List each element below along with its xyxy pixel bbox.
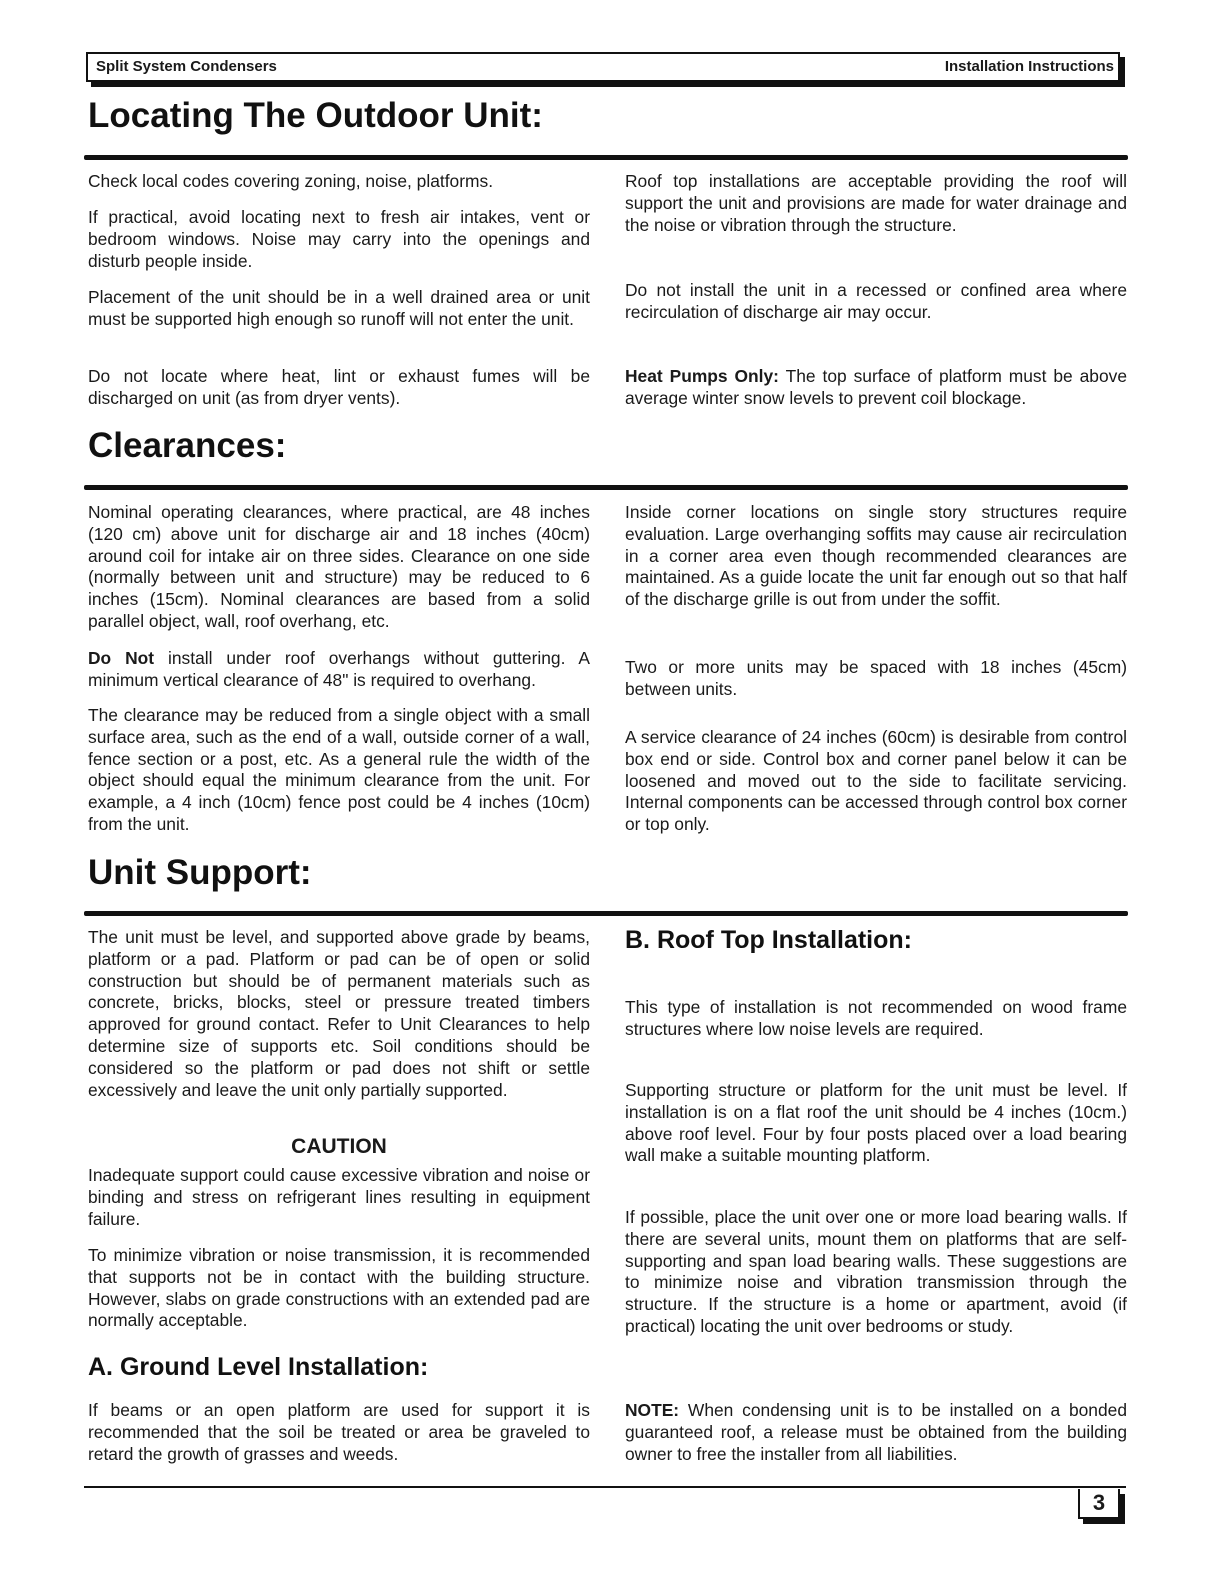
paragraph: Placement of the unit should be in a well drained area or unit must be supported high enough so runoff will not enter the unit. [88,287,590,329]
page-number: 3 [1078,1489,1120,1519]
section-title-clearances: Clearances: [88,426,287,465]
do-not-text: install under roof overhangs without guttering. A minimum vertical clearance of 48" is required to overhang. [88,648,590,690]
caution-heading: CAUTION [291,1135,387,1158]
paragraph: Check local codes covering zoning, noise, platforms. [88,171,494,191]
paragraph: Do not locate where heat, lint or exhaust fumes will be discharged on unit (as from dryer vents). [88,366,590,408]
paragraph: Two or more units may be spaced with 18 inches (45cm) between units. [625,657,1127,699]
heat-pumps-text: The top surface of platform must be above average winter snow levels to prevent coil blockage. [625,366,1127,408]
paragraph: Roof top installations are acceptable providing the roof will support the unit and provisions are made for water drainage and the noise or vibration through the structure. [625,171,1127,235]
do-not-label: Do Not [88,648,155,668]
paragraph: This type of installation is not recommended on wood frame structures where low noise levels are required. [625,997,1127,1039]
note-text: When condensing unit is to be installed on a bonded guaranteed roof, a release must be obtained from the building owner to free the installer from all liabilities. [625,1400,1127,1464]
section-title-locating: Locating The Outdoor Unit: [88,96,543,135]
paragraph: A service clearance of 24 inches (60cm) is desirable from control box end or side. Control box and corner panel below it can be loosened and moved out to the side to facilitate servicing. Internal components can be accessed through control box corner or top only. [625,727,1127,835]
header-title: Split System Condensers [96,58,277,75]
paragraph-do-not [88,648,590,692]
paragraph: Nominal operating clearances, where practical, are 48 inches (120 cm) above unit for discharge air and 18 inches (40cm) around coil for intake air on three sides. Clearance on one side (normally between unit and structure) may be reduced to 6 inches (15cm). Nominal clearances are based from a solid parallel object, wall, roof overhang, etc. [88,502,590,631]
paragraph: If practical, avoid locating next to fresh air intakes, vent or bedroom windows. Noise may carry into the openings and disturb people inside. [88,207,590,271]
section-title-unit-support: Unit Support: [88,853,312,892]
paragraph: The clearance may be reduced from a single object with a small surface area, such as the end of a wall, outside corner of a wall, fence section or a post, etc. As a general rule the width of the object should equal the minimum clearance from the unit. For example, a 4 inch (10cm) fence post could be 4 inches (10cm) from the unit. [88,705,590,834]
footer-divider [84,1486,1126,1488]
paragraph-note [625,1400,1127,1465]
paragraph: Supporting structure or platform for the unit must be level. If installation is on a flat roof the unit should be 4 inches (10cm.) above roof level. Four by four posts placed over a load bearing wall make a suitable mounting platform. [625,1080,1127,1166]
heat-pumps-label: Heat Pumps Only: [625,366,779,386]
note-label: NOTE: [625,1400,680,1420]
paragraph: If possible, place the unit over one or more load bearing walls. If there are several units, mount them on platforms that are self-supporting and span load bearing walls. These suggestions are to minimize noise and vibration transmission through the structure. If the structure is a home or apartment, avoid (if practical) locating the unit over bedrooms or study. [625,1207,1127,1336]
header-subtitle: Installation Instructions [944,58,1114,75]
caution-text: Inadequate support could cause excessive vibration and noise or binding and stress on refrigerant lines resulting in equipment failure. [88,1165,590,1229]
running-header [86,52,1120,82]
section-divider [84,155,1128,160]
paragraph: Do not install the unit in a recessed or confined area where recirculation of discharge air may occur. [625,280,1127,322]
paragraph: To minimize vibration or noise transmission, it is recommended that supports not be in contact with the building structure. However, slabs on grade constructions with an extended pad are normally acceptable. [88,1245,590,1331]
paragraph-heat-pumps [625,366,1127,410]
subsection-title-roof: B. Roof Top Installation: [625,926,912,954]
paragraph: The unit must be level, and supported above grade by beams, platform or a pad. Platform or pad can be of open or solid construction but should be of permanent materials such as concrete, bricks, blocks, steel or pressure treated timbers approved for ground contact. Refer to Unit Clearances to help determine size of supports etc. Soil conditions should be considered so the platform or pad does not shift or settle excessively and leave the unit only partially supported. [88,927,590,1100]
paragraph: Inside corner locations on single story structures require evaluation. Large overhanging soffits may cause air recirculation in a corner area even though recommended clearances are maintained. As a guide locate the unit far enough out so that half of the discharge grille is out from under the soffit. [625,502,1127,610]
paragraph: If beams or an open platform are used for support it is recommended that the soil be treated or area be graveled to retard the growth of grasses and weeds. [88,1400,590,1464]
section-divider [84,485,1128,490]
section-divider [84,911,1128,916]
subsection-title-ground: A. Ground Level Installation: [88,1353,429,1381]
